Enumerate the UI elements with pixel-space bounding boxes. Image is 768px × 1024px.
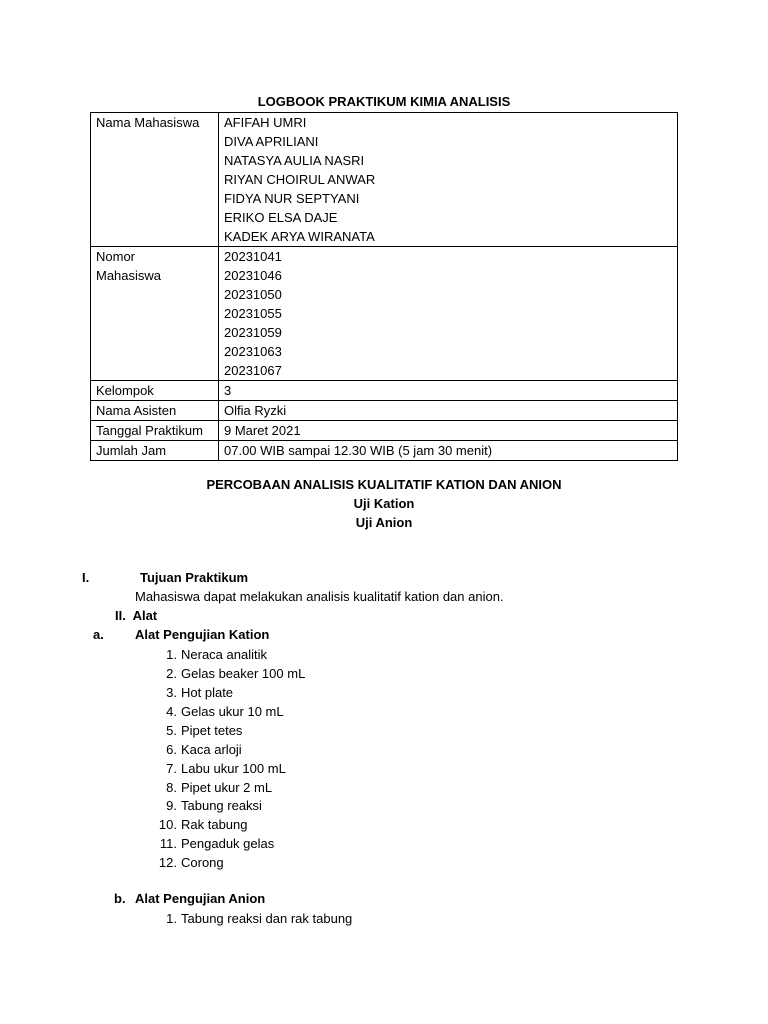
student-number: 20231041 bbox=[224, 249, 282, 264]
jam-row bbox=[91, 441, 678, 461]
tanggal-value: 9 Maret 2021 bbox=[219, 421, 678, 441]
subsection-b-letter: b. bbox=[114, 891, 126, 906]
nomor-values bbox=[219, 247, 678, 381]
kelompok-label: Kelompok bbox=[91, 381, 219, 401]
student-name: KADEK ARYA WIRANATA bbox=[224, 229, 375, 244]
student-number: 20231055 bbox=[224, 306, 282, 321]
kelompok-row bbox=[91, 381, 678, 401]
nomor-label: Nomor Mahasiswa bbox=[91, 247, 219, 381]
student-name: ERIKO ELSA DAJE bbox=[224, 210, 338, 225]
nama-values bbox=[219, 113, 678, 247]
section-1-body: Mahasiswa dapat melakukan analisis kualitatif kation dan anion. bbox=[135, 589, 504, 604]
section-1-number: I. bbox=[82, 570, 90, 585]
tanggal-label: Tanggal Praktikum bbox=[91, 421, 219, 441]
kelompok-value: 3 bbox=[219, 381, 678, 401]
student-number: 20231046 bbox=[224, 268, 282, 283]
student-number: 20231067 bbox=[224, 363, 282, 378]
student-number: 20231050 bbox=[224, 287, 282, 302]
section-2-heading: II. Alat bbox=[115, 608, 158, 623]
tanggal-row bbox=[91, 421, 678, 441]
nomor-row bbox=[91, 247, 678, 381]
subsection-a-heading: Alat Pengujian Kation bbox=[135, 627, 270, 642]
student-name: DIVA APRILIANI bbox=[224, 134, 319, 149]
jam-label: Jumlah Jam bbox=[91, 441, 219, 461]
nama-row bbox=[91, 113, 678, 247]
student-name: NATASYA AULIA NASRI bbox=[224, 153, 365, 168]
student-number: 20231059 bbox=[224, 325, 282, 340]
experiment-subtitle-anion: Uji Anion bbox=[355, 515, 413, 530]
asisten-row bbox=[91, 401, 678, 421]
document-title: LOGBOOK PRAKTIKUM KIMIA ANALISIS bbox=[257, 94, 511, 109]
section-1-heading: Tujuan Praktikum bbox=[140, 570, 249, 585]
jam-value: 07.00 WIB sampai 12.30 WIB (5 jam 30 menit) bbox=[219, 441, 678, 461]
experiment-title: PERCOBAAN ANALISIS KUALITATIF KATION DAN ANION bbox=[206, 477, 562, 492]
subsection-b-heading: Alat Pengujian Anion bbox=[135, 891, 266, 906]
subsection-a-letter: a. bbox=[93, 627, 104, 642]
student-info-table bbox=[90, 112, 678, 461]
asisten-label: Nama Asisten bbox=[91, 401, 219, 421]
student-name: AFIFAH UMRI bbox=[224, 115, 307, 130]
nama-label: Nama Mahasiswa bbox=[91, 113, 219, 247]
student-number: 20231063 bbox=[224, 344, 282, 359]
student-name: FIDYA NUR SEPTYANI bbox=[224, 191, 360, 206]
student-name: RIYAN CHOIRUL ANWAR bbox=[224, 172, 376, 187]
asisten-value: Olfia Ryzki bbox=[219, 401, 678, 421]
experiment-subtitle-kation: Uji Kation bbox=[353, 496, 415, 511]
